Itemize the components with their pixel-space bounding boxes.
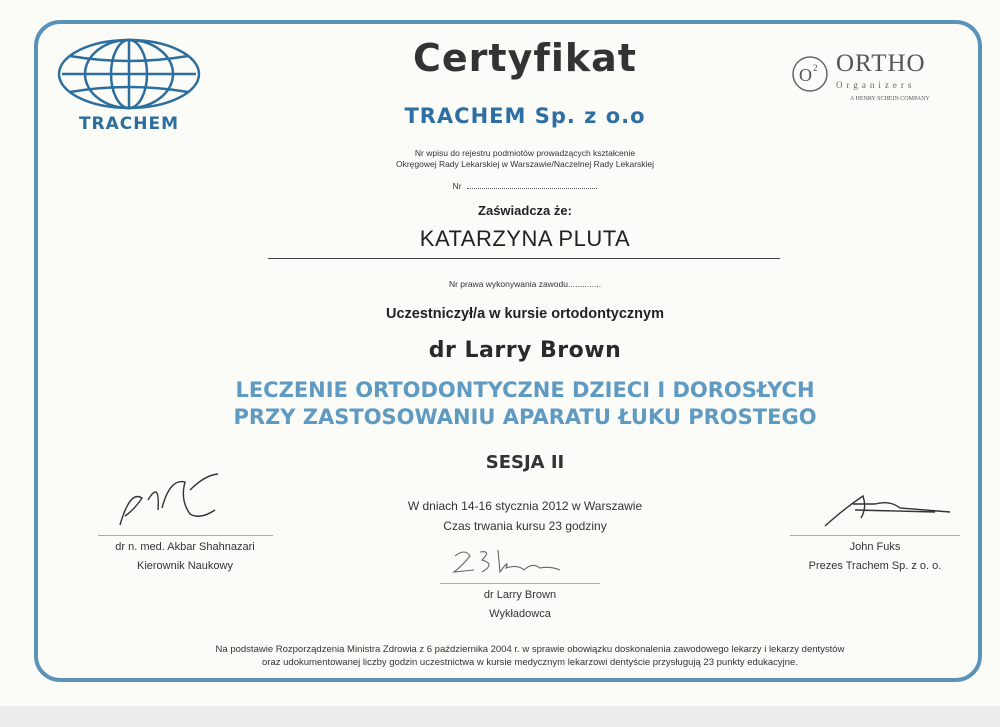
certificate-title: Certyfikat — [413, 36, 637, 80]
registry-line-2: Okręgowej Rady Lekarskiej w Warszawie/Naczelnej Rady Lekarskiej — [395, 159, 655, 169]
registry-number-label: Nr — [452, 181, 462, 191]
ortho-subtitle: Organizers — [836, 80, 916, 90]
legal-footnote-line-1: Na podstawie Rozporządzenia Ministra Zdrowia z 6 października 2004 r. w sprawie obowiązku doskonalenia zawodowego lekarzy i lekarzy dentystów — [215, 644, 845, 655]
course-details — [260, 496, 790, 536]
legal-footnote-line-2: oraz udokumentowanej liczby godzin uczestnictwa w kursie medycznym lekarzowi dentyście przysługują 23 punkty edukacyjne. — [262, 657, 798, 668]
signer-role: Kierownik Naukowy — [137, 560, 233, 572]
o2-circle-icon — [790, 54, 830, 94]
course-dates: W dniach 14-16 stycznia 2012 w Warszawie — [407, 499, 643, 513]
course-title-line-1: LECZENIE ORTODONTYCZNE DZIECI I DOROSŁYCH — [235, 378, 815, 402]
course-title — [120, 377, 930, 431]
o2-letter: O — [799, 65, 812, 85]
trachem-logo — [54, 36, 204, 134]
session-label: SESJA II — [485, 452, 565, 473]
handwritten-signature — [775, 488, 975, 528]
ortho-organizers-logo — [790, 50, 950, 110]
handwritten-signature — [440, 544, 600, 576]
signer-name: dr Larry Brown — [483, 589, 557, 601]
globe-icon — [54, 36, 204, 112]
course-title-line-2: PRZY ZASTOSOWANIU APARATU ŁUKU PROSTEGO — [233, 405, 817, 429]
signature-line — [790, 535, 960, 536]
scan-margin — [0, 706, 1000, 727]
handwritten-signature — [90, 470, 280, 528]
lecturer-heading: dr Larry Brown — [428, 338, 622, 363]
o2-superscript: 2 — [813, 63, 818, 73]
legal-footnote — [100, 643, 960, 669]
signature-line — [440, 583, 600, 584]
ortho-tagline: A HENRY SCHEIN COMPANY — [850, 96, 930, 102]
signature-president — [775, 488, 975, 576]
signature-lecturer — [440, 544, 600, 624]
trachem-logo-text: TRACHEM — [78, 114, 180, 134]
participation-statement: Uczestniczył/a w kursie ortodontycznym — [386, 306, 664, 322]
attestation-label: Zaświadcza że: — [478, 203, 572, 218]
signer-role: Wykładowca — [489, 608, 551, 620]
registry-number — [260, 180, 790, 192]
registry-number-blank — [467, 180, 597, 189]
signature-line — [98, 535, 273, 536]
issuer-company: TRACHEM Sp. z o.o — [404, 104, 646, 128]
registry-line-1: Nr wpisu do rejestru podmiotów prowadzących kształcenie — [414, 148, 636, 158]
ortho-title: ORTHO — [836, 50, 926, 77]
course-duration: Czas trwania kursu 23 godziny — [443, 519, 607, 533]
signature-scientific-director — [90, 470, 280, 576]
signer-role: Prezes Trachem Sp. z o. o. — [808, 560, 942, 572]
signer-name: dr n. med. Akbar Shahnazari — [115, 541, 255, 553]
recipient-underline — [268, 258, 780, 259]
license-number: Nr prawa wykonywania zawodu.............. — [448, 279, 602, 289]
signer-name: John Fuks — [849, 541, 901, 553]
registry-note — [260, 148, 790, 170]
recipient-name: KATARZYNA PLUTA — [419, 226, 631, 251]
